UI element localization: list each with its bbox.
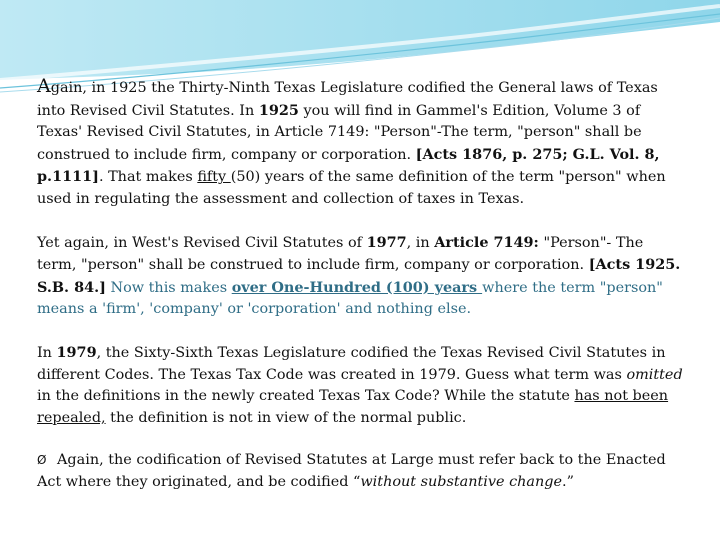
text-run: , the Sixty-Sixth Texas Legislature codified the Texas Revised Civil Statutes in different Codes. The Texas Tax Code was created in 1979. Guess what term was xyxy=(37,344,666,383)
text-run: you will find in Gammel's Edition, Volume 3 of Texas' Revised Civil Statutes, in Article 7149: "Person"-The term, "person" shall be construed to include firm, company or corporation. xyxy=(37,102,642,163)
paragraph-1977-west xyxy=(37,232,687,321)
paragraph-1979-tax-code xyxy=(37,342,687,429)
without-substantive-change: without substantive change xyxy=(360,473,563,490)
citation-acts-1876: [Acts 1876, p. 275; G.L. Vol. 8, p.1111] xyxy=(37,145,660,186)
slide-body xyxy=(37,76,687,494)
text-run: in the definitions in the newly created Texas Tax Code? While the statute xyxy=(37,388,575,405)
highlight-text: where the term "person" means a 'firm', 'company' or 'corporation' and nothing else. xyxy=(37,279,663,318)
year-1977: 1977 xyxy=(366,233,407,251)
citation-acts-1925: [Acts 1925. S.B. 84.] xyxy=(37,256,681,296)
year-1979: 1979 xyxy=(56,343,97,361)
year-1925: 1925 xyxy=(258,101,299,119)
text-run: .” xyxy=(562,473,574,490)
text-run: Again, the codification of Revised Statutes at Large must refer back to the Enacted Act where they originated, and be codified “ xyxy=(37,452,666,490)
text-run: "Person"- The term, "person" shall be construed to include firm, company or corporation. xyxy=(37,234,644,274)
article-7149: Article 7149: xyxy=(434,233,539,251)
arrow-bullet-icon: Ø xyxy=(37,453,47,468)
text-run: Yet again, in West's Revised Civil Statutes of xyxy=(37,234,367,251)
over-one-hundred-years: over One-Hundred (100) years xyxy=(231,278,483,296)
fifty-underlined: fifty xyxy=(197,169,231,186)
omitted-italic: omitted xyxy=(626,366,683,383)
text-run: In xyxy=(37,344,57,361)
text-run: (50) years of the same definition of the term "person" when used in regulating the assessment and collection of taxes in Texas. xyxy=(37,169,666,207)
text-run: . That makes xyxy=(98,169,198,186)
text-run: gain, in 1925 the Thirty-Ninth Texas Legislature codified the General laws of Texas into Revised Civil Statutes. In xyxy=(37,80,658,119)
not-repealed-underlined: has not been repealed, xyxy=(37,388,669,426)
text-run: , in xyxy=(406,234,435,251)
text-run: the definition is not in view of the normal public. xyxy=(105,409,467,426)
highlight-text: Now this makes xyxy=(105,279,232,296)
paragraph-1925-legislature xyxy=(37,76,687,211)
bullet-codification xyxy=(37,450,687,493)
drop-cap: A xyxy=(37,75,51,97)
